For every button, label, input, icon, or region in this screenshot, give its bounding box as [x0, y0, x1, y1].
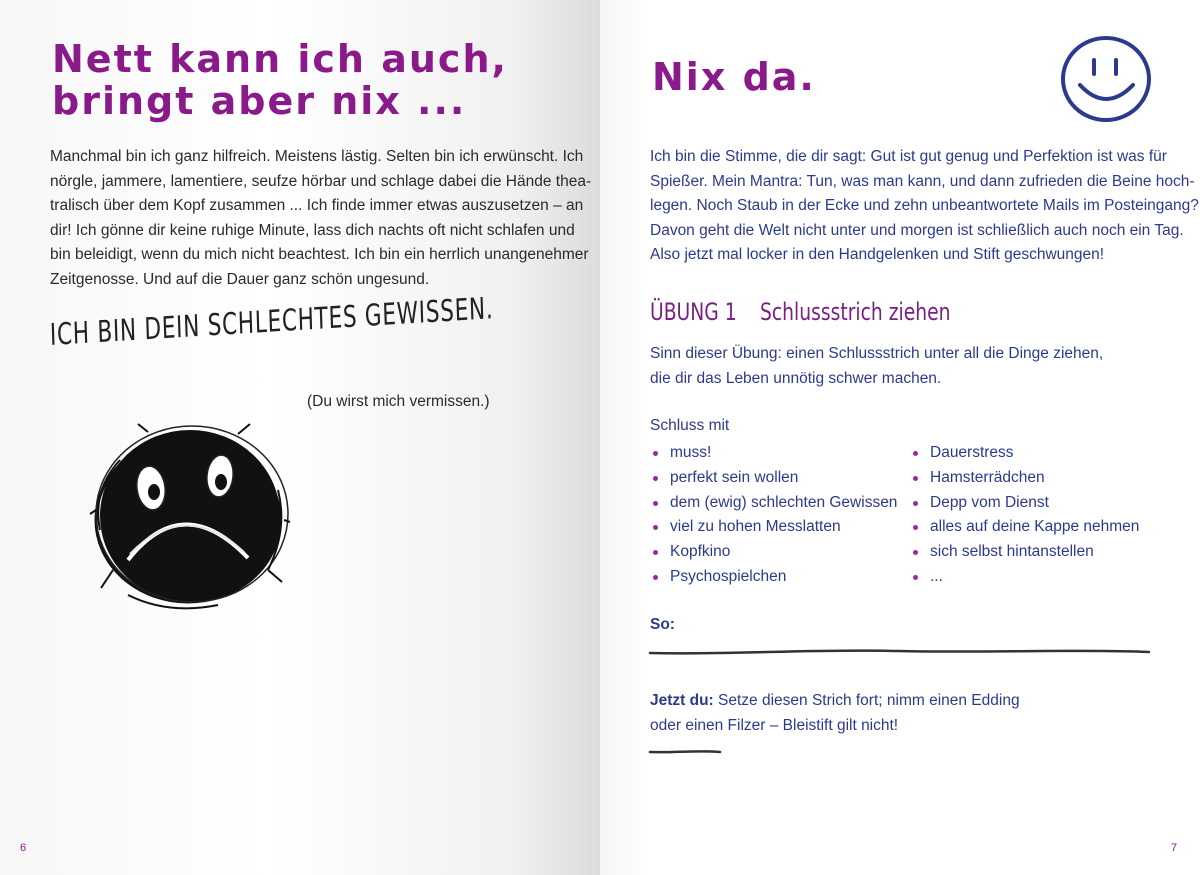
right-body-line: Also jetzt mal locker in den Handgelenken und Stift geschwungen! [650, 246, 1105, 263]
purpose-line: Sinn dieser Übung: einen Schlussstrich unter all die Dinge ziehen, [650, 345, 1104, 362]
list-item: Kopfkino [650, 540, 897, 565]
schlussstrich-line [648, 640, 1152, 660]
list-item: muss! [650, 441, 897, 466]
list-item: alles auf deine Kappe nehmen [910, 515, 1139, 540]
left-body-line: Zeitgenosse. Und auf die Dauer ganz schön ungesund. [50, 270, 430, 288]
list-item: sich selbst hintanstellen [910, 540, 1139, 565]
left-body-line: Manchmal bin ich ganz hilfreich. Meistens lästig. Selten bin ich erwünscht. Ich [50, 148, 584, 165]
right-body-line: Ich bin die Stimme, die dir sagt: Gut ist gut genug und Perfektion ist was für [650, 148, 1167, 165]
list-item: Hamsterrädchen [910, 466, 1139, 491]
exercise-purpose [650, 342, 1103, 391]
list-item: Depp vom Dienst [910, 491, 1139, 516]
now-you-instruction [650, 688, 1020, 738]
left-headline [52, 38, 508, 122]
now-you-label: Jetzt du: [650, 692, 714, 709]
now-you-line-1 [650, 688, 1020, 713]
list-item: ... [910, 565, 1139, 590]
left-headline-line-2: bringt aber nix ... [52, 79, 467, 123]
handwritten-statement: ICH BIN DEIN SCHLECHTES GEWISSEN. [49, 291, 495, 353]
right-page [600, 0, 1200, 875]
left-body-line: dir! Ich gönne dir keine ruhige Minute, lass dich nachts oft nicht schlafen und [50, 221, 575, 239]
left-body-line: tralisch über dem Kopf zusammen ... Ich finde immer etwas auszusetzen – an [50, 197, 584, 214]
list-item: dem (ewig) schlechten Gewissen [650, 491, 897, 516]
exercise-title: Schlussstrich ziehen [759, 298, 951, 326]
scribble-circle [90, 424, 290, 608]
left-body-line: bin beleidigt, wenn du mich nicht beachtest. Ich bin ein herrlich unangenehmer [50, 246, 589, 263]
exercise-heading [650, 298, 1004, 332]
list-item: Psychospielchen [650, 565, 897, 590]
aside-note: (Du wirst mich vermissen.) [307, 393, 490, 410]
purpose-line: die dir das Leben unnötig schwer machen. [650, 369, 942, 387]
page-number-left: 6 [20, 842, 27, 854]
left-body-line: nörgle, jammere, lamentiere, seufze hörbar und schlage dabei die Hände thea- [50, 172, 592, 190]
list-label: Schluss mit [650, 417, 730, 434]
bullet-list-col1 [650, 441, 897, 590]
page-number-right: 7 [1171, 842, 1178, 854]
now-you-line-2: oder einen Filzer – Bleistift gilt nicht! [650, 717, 899, 734]
drawing-start-line [648, 744, 724, 758]
bullet-list-col2 [910, 441, 1139, 590]
so-label: So: [650, 616, 675, 633]
right-body-line: Davon geht die Welt nicht unter und morgen ist schließlich auch noch ein Tag. [650, 221, 1184, 239]
now-you-text: Setze diesen Strich fort; nimm einen Edding [713, 692, 1020, 709]
left-body-text [50, 145, 592, 292]
left-headline-line-1: Nett kann ich auch, [52, 37, 508, 81]
sad-face-illustration [88, 420, 293, 620]
smiley-icon [1058, 33, 1154, 125]
right-body-line: Spießer. Mein Mantra: Tun, was man kann, und dann zufrieden die Beine hoch- [650, 172, 1195, 190]
list-item: Dauerstress [910, 441, 1139, 466]
right-body-text [650, 145, 1199, 268]
right-body-line: legen. Noch Staub in der Ecke und zehn unbeantwortete Mails im Posteingang? [650, 197, 1199, 214]
exercise-number: ÜBUNG 1 [650, 298, 737, 326]
list-item: viel zu hohen Messlatten [650, 515, 897, 540]
list-item: perfekt sein wollen [650, 466, 897, 491]
right-headline: Nix da. [652, 55, 816, 99]
